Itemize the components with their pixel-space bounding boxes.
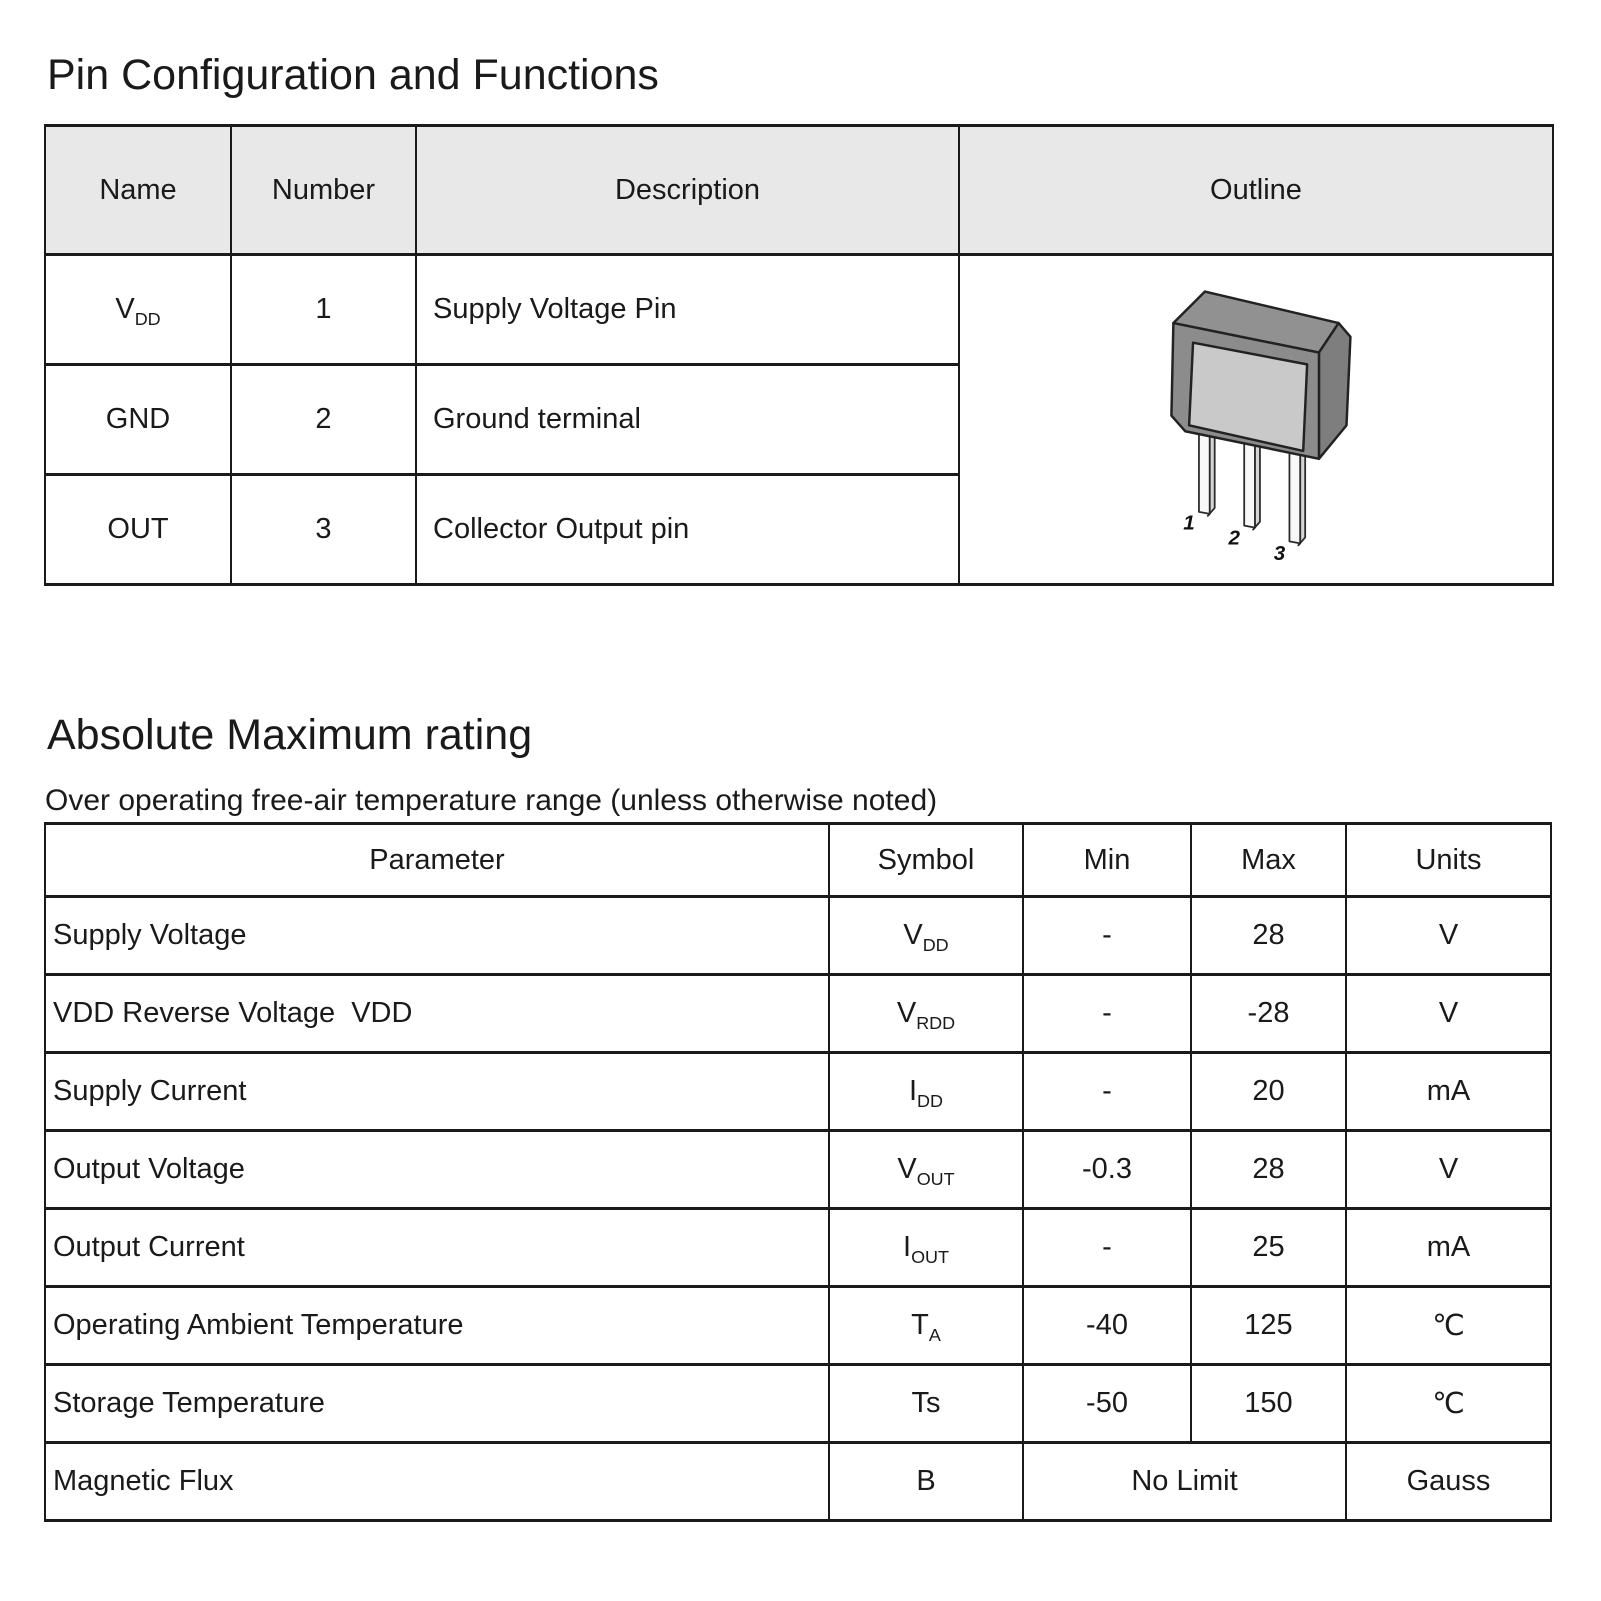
table-row [45, 1053, 1551, 1131]
symbol-base: V [896, 997, 917, 1029]
min-cell: -40 [1023, 1287, 1191, 1365]
pin-name: OUT [107, 513, 169, 545]
parameter-cell: Output Current [45, 1209, 829, 1287]
symbol-base: T [911, 1309, 929, 1341]
symbol-base: V [903, 919, 923, 951]
package-outline-image [1147, 266, 1365, 566]
symbol-base: I [903, 1231, 912, 1263]
max-cell: 28 [1191, 897, 1346, 975]
table-row [45, 1131, 1551, 1209]
amr-section-subtitle: Over operating free-air temperature range (unless otherwise noted) [45, 784, 938, 817]
pin-number-cell: 3 [231, 475, 416, 585]
pin-name-cell [45, 255, 231, 365]
pin-col-header-name: Name [45, 126, 231, 255]
table-row [45, 1209, 1551, 1287]
symbol-cell [829, 897, 1023, 975]
max-cell: 125 [1191, 1287, 1346, 1365]
table-row [45, 975, 1551, 1053]
symbol-cell [829, 1365, 1023, 1443]
symbol-cell [829, 975, 1023, 1053]
symbol-cell [829, 1053, 1023, 1131]
max-cell: 28 [1191, 1131, 1346, 1209]
pin-description-cell: Collector Output pin [416, 475, 959, 585]
units-cell: Gauss [1346, 1443, 1551, 1521]
symbol-subscript: RDD [916, 1012, 956, 1033]
min-cell: - [1023, 897, 1191, 975]
pin-2-label: 2 [1228, 525, 1240, 549]
pin-name-subscript: DD [134, 308, 161, 329]
symbol-subscript: OUT [911, 1246, 949, 1267]
pin-1-label: 1 [1183, 511, 1195, 535]
amr-col-header-symbol: Symbol [829, 824, 1023, 897]
amr-col-header-parameter: Parameter [45, 824, 829, 897]
units-cell: mA [1346, 1209, 1551, 1287]
pin-table-header-row [45, 126, 1553, 255]
pin-col-header-outline: Outline [959, 126, 1553, 255]
amr-col-header-min: Min [1023, 824, 1191, 897]
pin-number-cell: 1 [231, 255, 416, 365]
parameter-cell: Output Voltage [45, 1131, 829, 1209]
min-cell: - [1023, 1053, 1191, 1131]
outline-drawing-cell [959, 255, 1553, 585]
absolute-maximum-rating-table [44, 822, 1552, 1522]
amr-header-row [45, 824, 1551, 897]
units-cell: V [1346, 1131, 1551, 1209]
units-cell: mA [1346, 1053, 1551, 1131]
min-max-merged-cell: No Limit [1023, 1443, 1346, 1521]
amr-section-title: Absolute Maximum rating [47, 711, 533, 759]
units-cell: ℃ [1346, 1287, 1551, 1365]
min-cell: -50 [1023, 1365, 1191, 1443]
symbol-subscript: OUT [916, 1168, 955, 1189]
symbol-cell [829, 1209, 1023, 1287]
table-row [45, 1287, 1551, 1365]
table-row [45, 1365, 1551, 1443]
pin-description-cell: Supply Voltage Pin [416, 255, 959, 365]
parameter-cell: Operating Ambient Temperature [45, 1287, 829, 1365]
table-row [45, 897, 1551, 975]
pin-section-title: Pin Configuration and Functions [47, 51, 659, 99]
symbol-cell [829, 1131, 1023, 1209]
table-row [45, 255, 1553, 365]
parameter-cell: Storage Temperature [45, 1365, 829, 1443]
min-cell: - [1023, 1209, 1191, 1287]
units-cell: V [1346, 897, 1551, 975]
symbol-base: B [916, 1465, 936, 1497]
pin-col-header-number: Number [231, 126, 416, 255]
max-cell: 150 [1191, 1365, 1346, 1443]
pin-description-cell: Ground terminal [416, 365, 959, 475]
units-cell: ℃ [1346, 1365, 1551, 1443]
parameter-cell: Magnetic Flux [45, 1443, 829, 1521]
min-cell: - [1023, 975, 1191, 1053]
max-cell: 20 [1191, 1053, 1346, 1131]
symbol-subscript: DD [917, 1090, 943, 1111]
parameter-cell: VDD Reverse Voltage VDD [45, 975, 829, 1053]
parameter-cell: Supply Voltage [45, 897, 829, 975]
pin-name-cell [45, 365, 231, 475]
pin-col-header-description: Description [416, 126, 959, 255]
parameter-cell: Supply Current [45, 1053, 829, 1131]
symbol-subscript: A [928, 1324, 941, 1345]
symbol-base: I [908, 1075, 918, 1107]
symbol-subscript: DD [922, 934, 949, 955]
pin-name-cell [45, 475, 231, 585]
max-cell: -28 [1191, 975, 1346, 1053]
amr-col-header-units: Units [1346, 824, 1551, 897]
symbol-base: Ts [911, 1387, 941, 1419]
table-row [45, 1443, 1551, 1521]
pin-configuration-table [44, 124, 1554, 586]
pin-number-cell: 2 [231, 365, 416, 475]
pin-3-label: 3 [1273, 541, 1286, 565]
max-cell: 25 [1191, 1209, 1346, 1287]
amr-col-header-max: Max [1191, 824, 1346, 897]
symbol-cell [829, 1443, 1023, 1521]
pin-name: GND [105, 403, 171, 435]
min-cell: -0.3 [1023, 1131, 1191, 1209]
pin-name: V [115, 293, 135, 325]
symbol-cell [829, 1287, 1023, 1365]
package-body [1171, 291, 1350, 458]
symbol-base: V [897, 1153, 917, 1185]
units-cell: V [1346, 975, 1551, 1053]
